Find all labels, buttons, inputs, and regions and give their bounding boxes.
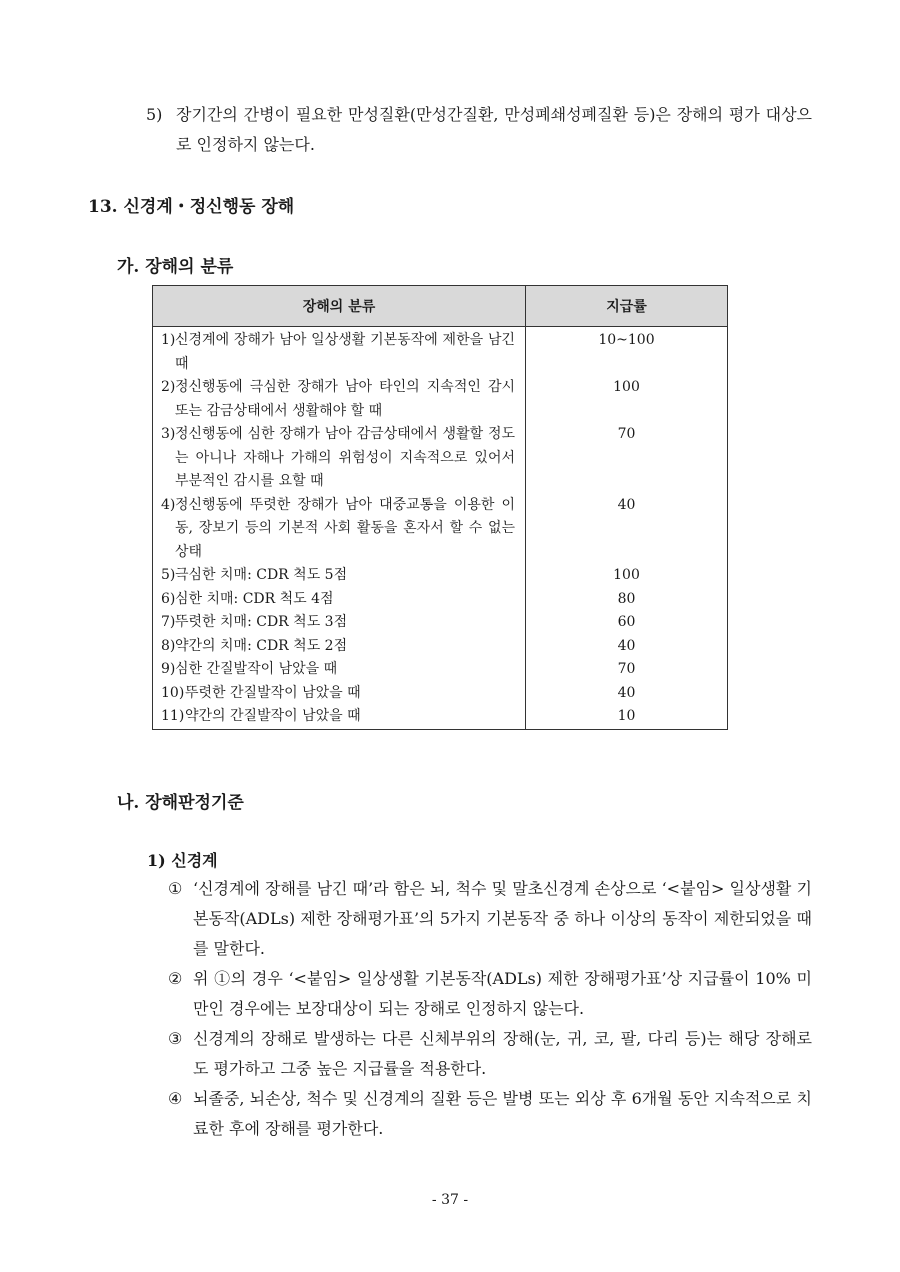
row-text: 정신행동에 뚜렷한 장해가 남아 대중교통을 이용한 이동, 장보기 등의 기본적 사회 활동을 혼자서 할 수 없는 상태 [175, 496, 515, 560]
row-classification [153, 682, 526, 706]
row-classification [153, 635, 526, 659]
row-number: 1) [161, 332, 176, 348]
criteria-item [168, 1084, 812, 1144]
row-item [153, 376, 525, 423]
row-number: 2) [161, 379, 176, 395]
subsection-1-title: 1) 신경계 [147, 851, 218, 870]
row-number: 10) [161, 684, 185, 701]
row-item [153, 611, 525, 635]
row-number: 8) [161, 637, 176, 654]
table-row [153, 376, 728, 423]
table-row [153, 588, 728, 612]
table-row [153, 423, 728, 494]
row-number: 5) [161, 567, 176, 583]
row-rate: 80 [526, 588, 728, 612]
row-number: 4) [161, 496, 176, 513]
criteria-item [168, 964, 812, 1024]
row-rate: 40 [526, 494, 728, 565]
row-rate: 100 [526, 376, 728, 423]
row-item [153, 635, 525, 659]
header-payment-rate: 지급률 [526, 286, 728, 327]
row-text: 정신행동에 극심한 장해가 남아 타인의 지속적인 감시 또는 감금상태에서 생활해야 할 때 [175, 379, 515, 419]
page-number: - 37 - [431, 1192, 469, 1208]
criteria-item [168, 874, 812, 964]
criteria-item [168, 1024, 812, 1084]
row-classification [153, 423, 526, 494]
row-number: 9) [161, 661, 176, 677]
criteria-number: ② [168, 969, 183, 988]
row-classification [153, 327, 526, 377]
row-classification [153, 376, 526, 423]
row-classification [153, 611, 526, 635]
criteria-number: ① [168, 879, 183, 898]
row-rate: 10 [526, 705, 728, 729]
row-text: 극심한 치매: CDR 척도 5점 [175, 567, 348, 583]
row-rate: 40 [526, 682, 728, 706]
row-text: 심한 간질발작이 남았을 때 [175, 661, 338, 677]
criteria-number: ④ [168, 1089, 183, 1108]
subsection-b-title: 나. 장해판정기준 [117, 793, 244, 813]
row-rate: 100 [526, 564, 728, 588]
intro-text: 장기간의 간병이 필요한 만성질환(만성간질환, 만성폐쇄성폐질환 등)은 장해의 평가 대상으로 인정하지 않는다. [176, 105, 812, 154]
table-row [153, 611, 728, 635]
row-rate: 40 [526, 635, 728, 659]
row-number: 3) [161, 426, 176, 442]
criteria-number: ③ [168, 1029, 183, 1048]
row-text: 신경계에 장해가 남아 일상생활 기본동작에 제한을 남긴 때 [175, 332, 515, 372]
row-item [153, 423, 525, 494]
row-item [153, 682, 525, 706]
row-text: 심한 치매: CDR 척도 4점 [175, 590, 334, 607]
row-item [153, 705, 525, 729]
row-classification [153, 658, 526, 682]
row-number: 6) [161, 590, 176, 607]
table-header-row [153, 286, 728, 327]
row-item [153, 564, 525, 588]
criteria-text: 뇌졸중, 뇌손상, 척수 및 신경계의 질환 등은 발병 또는 외상 후 6개월 동안 지속적으로 치료한 후에 장해를 평가한다. [193, 1089, 812, 1138]
row-item [153, 588, 525, 612]
row-text: 뚜렷한 치매: CDR 척도 3점 [175, 614, 348, 630]
row-text: 약간의 치매: CDR 척도 2점 [175, 637, 348, 654]
row-item [153, 658, 525, 682]
table-row [153, 682, 728, 706]
row-item [153, 494, 525, 565]
table-row [153, 635, 728, 659]
table-row [153, 327, 728, 377]
row-classification [153, 705, 526, 729]
row-text: 약간의 간질발작이 남았을 때 [185, 708, 361, 724]
row-classification [153, 494, 526, 565]
row-rate: 60 [526, 611, 728, 635]
row-item [153, 329, 525, 376]
criteria-text: 위 ①의 경우 ‘<붙임> 일상생활 기본동작(ADLs) 제한 장해평가표’상 지급률이 10% 미만인 경우에는 보장대상이 되는 장해로 인정하지 않는다. [193, 969, 812, 1018]
table-row [153, 705, 728, 729]
row-text: 정신행동에 심한 장해가 남아 감금상태에서 생활할 정도는 아니나 자해나 가해의 위험성이 지속적으로 있어서 부분적인 감시를 요할 때 [175, 426, 515, 489]
table-row [153, 494, 728, 565]
criteria-text: 신경계의 장해로 발생하는 다른 신체부위의 장해(눈, 귀, 코, 팔, 다리 등)는 해당 장해로도 평가하고 그중 높은 지급률을 적용한다. [193, 1029, 812, 1078]
row-rate: 10~100 [526, 327, 728, 377]
intro-number: 5) [146, 105, 163, 124]
intro-paragraph [146, 100, 812, 160]
row-text: 뚜렷한 간질발작이 남았을 때 [185, 684, 361, 701]
row-number: 7) [161, 614, 176, 630]
header-classification: 장해의 분류 [153, 286, 526, 327]
subsection-a-title: 가. 장해의 분류 [117, 257, 234, 277]
section-title: 13. 신경계・정신행동 장해 [88, 197, 295, 217]
table-row [153, 658, 728, 682]
table-row [153, 564, 728, 588]
criteria-list [168, 874, 812, 1144]
row-rate: 70 [526, 658, 728, 682]
row-classification [153, 564, 526, 588]
criteria-text: ‘신경계에 장해를 남긴 때’라 함은 뇌, 척수 및 말초신경계 손상으로 ‘<붙임> 일상생활 기본동작(ADLs) 제한 장해평가표’의 5가지 기본동작 중 하나 이상의 동작이 제한되었을 때를 말한다. [193, 879, 812, 958]
row-rate: 70 [526, 423, 728, 494]
disability-classification-table [152, 285, 728, 730]
row-classification [153, 588, 526, 612]
row-number: 11) [161, 708, 185, 724]
